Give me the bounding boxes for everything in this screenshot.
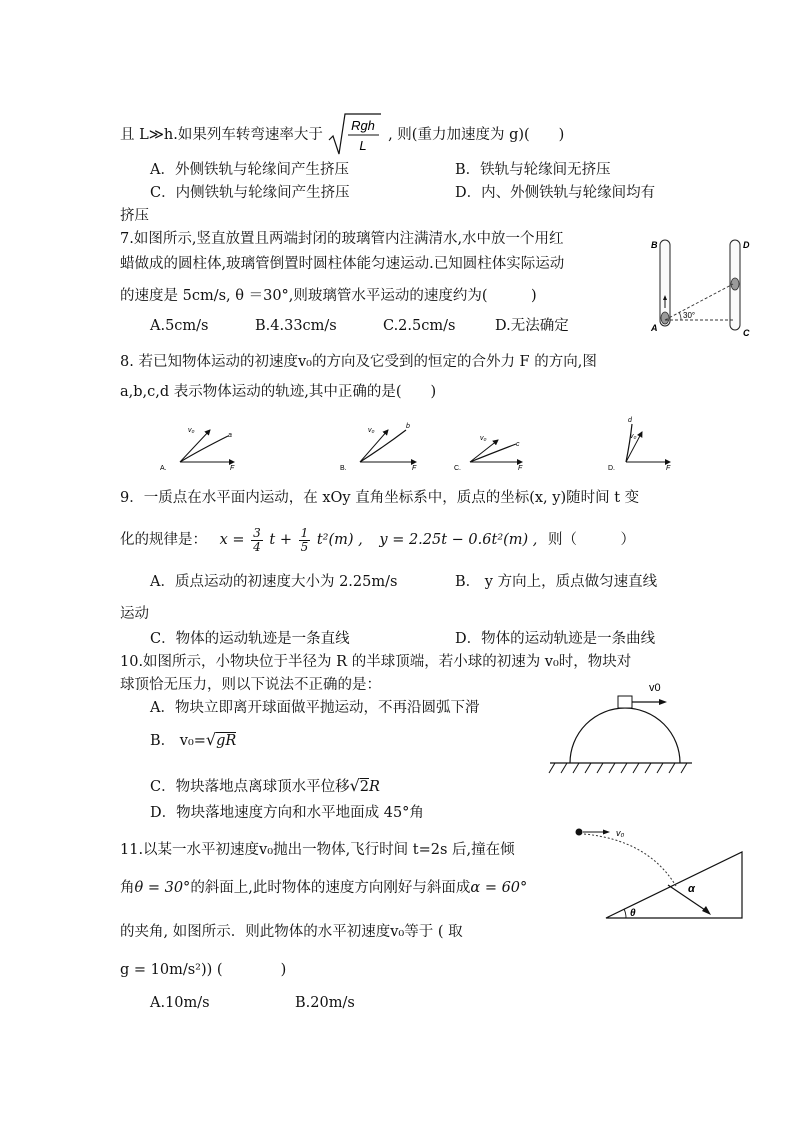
velocity-arrow-icon bbox=[470, 440, 498, 462]
q9-option-d: D．物体的运动轨迹是一条曲线 bbox=[455, 631, 656, 647]
q11-alpha-eq: α = 60° bbox=[470, 880, 528, 896]
q8-figure-b-curve-label: b bbox=[406, 423, 410, 430]
q11-alpha-label: α bbox=[688, 883, 695, 895]
q7-label-a: A bbox=[651, 323, 658, 333]
trajectory-dashed-curve bbox=[584, 834, 676, 886]
q7-label-c: C bbox=[743, 328, 750, 338]
hemisphere-arc bbox=[570, 708, 680, 763]
q9-stem-line1: 9．一质点在水平面内运动，在 xOy 直角坐标系中，质点的坐标(x, y)随时间 t 变 bbox=[120, 490, 640, 506]
q11-option-b: B.20m/s bbox=[295, 995, 355, 1011]
q6-stem-part1: 且 L≫h.如果列车转弯速率大于 bbox=[120, 127, 323, 143]
q9-option-b: B． y 方向上，质点做匀速直线 bbox=[455, 574, 658, 590]
q11-stem-line4: g = 10m/s²)) ( ) bbox=[120, 962, 287, 978]
q9-stem-line2-prefix: 化的规律是： bbox=[120, 532, 207, 548]
q6-stem bbox=[120, 112, 564, 158]
q11-line2-mid: 的斜面上,此时物体的速度方向刚好与斜面成 bbox=[190, 880, 471, 896]
q9-option-b-continued: 运动 bbox=[120, 606, 149, 622]
q6-sqrt-expression bbox=[327, 112, 383, 158]
q9-stem-line2 bbox=[120, 525, 635, 555]
q8-figure-a-curve-label: a bbox=[228, 432, 232, 439]
q10-option-b-radicand: gR bbox=[216, 733, 237, 749]
incline-triangle bbox=[606, 852, 742, 918]
q9-eq-mid: t + bbox=[269, 532, 292, 548]
q11-theta-eq: θ = 30° bbox=[134, 880, 191, 896]
q9-frac2-num: 1 bbox=[300, 525, 309, 540]
q7-option-d: D.无法确定 bbox=[495, 318, 569, 334]
q7-stem-line3: 的速度是 5cm/s, θ ＝30°,则玻璃管水平运动的速度约为( ) bbox=[120, 288, 537, 304]
q9-stem-line2-suffix: 则（ ） bbox=[548, 532, 636, 548]
q7-label-b: B bbox=[651, 240, 658, 250]
angle-arc-icon bbox=[679, 312, 681, 320]
q8-trajectory-figures bbox=[150, 412, 690, 476]
block bbox=[618, 696, 632, 708]
q10-option-d: D．物块落地速度方向和水平地面成 45°角 bbox=[150, 805, 424, 821]
q8-figure-b bbox=[340, 423, 417, 472]
q11-incline-figure bbox=[568, 822, 748, 922]
velocity-arrow-icon bbox=[180, 430, 210, 462]
projectile-ball bbox=[576, 829, 583, 836]
trajectory-curve bbox=[180, 436, 228, 462]
q7-label-d: D bbox=[743, 240, 750, 250]
q9-option-c: C．物体的运动轨迹是一条直线 bbox=[150, 631, 350, 647]
q6-option-a: A．外侧铁轨与轮缘间产生挤压 bbox=[150, 162, 349, 178]
q10-v0-label: v0 bbox=[649, 682, 661, 694]
q7-glass-tube-figure bbox=[645, 232, 765, 344]
q8-figure-c-v0-label: v₀ bbox=[480, 435, 487, 442]
impact-arrowhead-icon bbox=[702, 906, 711, 915]
q7-stem-line2: 蜡做成的圆柱体,玻璃管倒置时圆柱体能匀速运动.已知圆柱体实际运动 bbox=[120, 256, 565, 272]
trajectory-curve bbox=[470, 444, 516, 462]
q7-option-c: C.2.5cm/s bbox=[383, 318, 456, 334]
q11-stem-line3: 的夹角, 如图所示．则此物体的水平初速度v₀等于 ( 取 bbox=[120, 924, 463, 940]
q6-sqrt-numerator: Rgh bbox=[351, 118, 376, 133]
q9-frac1-den: 4 bbox=[253, 539, 261, 554]
q8-figure-d-curve-label: d bbox=[628, 417, 632, 424]
q10-option-c-suffix: R bbox=[369, 779, 380, 795]
q8-figure-c-label: C. bbox=[454, 465, 461, 472]
q10-option-b bbox=[150, 730, 236, 750]
q11-stem-line1: 11.以某一水平初速度v₀抛出一物体,飞行时间 t=2s 后,撞在倾 bbox=[120, 842, 515, 858]
q11-theta-label: θ bbox=[630, 908, 636, 919]
q8-stem-line1: 8. 若已知物体运动的初速度v₀的方向及它受到的恒定的合外力 F 的方向,图 bbox=[120, 354, 597, 370]
left-capsule bbox=[661, 312, 669, 324]
q8-figure-c-f-label: F bbox=[518, 465, 523, 472]
q6-sqrt-denominator: L bbox=[359, 138, 368, 153]
q8-figure-d bbox=[608, 417, 671, 472]
q6-stem-part2: , 则(重力加速度为 g)( ) bbox=[388, 127, 565, 143]
q8-figure-b-v0-label: v₀ bbox=[368, 427, 375, 434]
q8-figure-d-label: D. bbox=[608, 465, 615, 472]
q8-figure-b-label: B. bbox=[340, 465, 347, 472]
q10-stem-line2: 球顶恰无压力，则以下说法不正确的是： bbox=[120, 677, 381, 693]
q8-figure-d-v0-label: v₀ bbox=[630, 433, 637, 440]
q7-option-b: B.4.33cm/s bbox=[255, 318, 337, 334]
q10-option-a: A．物块立即离开球面做平抛运动，不再沿圆弧下滑 bbox=[150, 700, 480, 716]
q10-option-c-radicand: 2 bbox=[359, 779, 370, 795]
q11-stem-line2 bbox=[120, 880, 527, 897]
sqrt-sign-icon: √ bbox=[349, 776, 360, 795]
q9-frac1-num: 3 bbox=[253, 525, 261, 540]
trajectory-curve bbox=[360, 430, 406, 462]
q11-line2-prefix: 角 bbox=[120, 880, 135, 896]
q9-eq-x-post: t²(m) , bbox=[316, 532, 363, 548]
q6-option-d: D．内、外侧铁轨与轮缘间均有 bbox=[455, 185, 656, 201]
q10-option-b-prefix: B． v₀= bbox=[150, 733, 206, 749]
q8-stem-line2: a,b,c,d 表示物体运动的轨迹,其中正确的是( ) bbox=[120, 384, 437, 400]
q8-figure-a-label: A. bbox=[160, 465, 167, 472]
ground-hatch bbox=[549, 763, 687, 773]
q9-fraction-one-fifth bbox=[299, 527, 311, 553]
q8-figure-a-v0-label: v₀ bbox=[188, 427, 195, 434]
q9-option-a: A．质点运动的初速度大小为 2.25m/s bbox=[150, 574, 398, 590]
q8-figure-a-f-label: F bbox=[230, 465, 235, 472]
q10-option-c bbox=[150, 776, 380, 796]
q9-eq-y: y = 2.25t − 0.6t²(m) , bbox=[379, 532, 538, 548]
q9-eq-x-prefix: x = bbox=[219, 532, 245, 548]
sqrt-sign-icon: √ bbox=[205, 730, 217, 749]
q6-option-d-continued: 挤压 bbox=[120, 208, 149, 224]
q11-option-a: A.10m/s bbox=[150, 995, 210, 1011]
q6-option-c: C．内侧铁轨与轮缘间产生挤压 bbox=[150, 185, 350, 201]
q8-figure-c bbox=[454, 435, 523, 472]
q8-figure-c-curve-label: c bbox=[516, 441, 520, 448]
q8-figure-b-f-label: F bbox=[412, 465, 417, 472]
sqrt-sign-icon bbox=[327, 112, 383, 158]
velocity-arrowhead-icon bbox=[659, 699, 667, 705]
q8-figure-a bbox=[160, 427, 235, 472]
q8-figure-d-f-label: F bbox=[666, 465, 671, 472]
q10-hemisphere-figure bbox=[545, 675, 695, 785]
q10-option-c-prefix: C．物块落地点离球顶水平位移 bbox=[150, 779, 350, 795]
q11-v0-label: v₀ bbox=[616, 828, 625, 838]
q7-stem-line1: 7.如图所示,竖直放置且两端封闭的玻璃管内注满清水,水中放一个用红 bbox=[120, 231, 564, 247]
q7-angle-label: 30° bbox=[683, 311, 696, 320]
q7-option-a: A.5cm/s bbox=[150, 318, 209, 334]
diagonal-dashed-line bbox=[665, 284, 733, 320]
theta-angle-arc-icon bbox=[624, 909, 626, 918]
q10-stem-line1: 10.如图所示，小物块位于半径为 R 的半球顶端，若小球的初速为 v₀时，物块对 bbox=[120, 654, 632, 670]
velocity-arrowhead-icon bbox=[603, 830, 610, 835]
q6-option-b: B．铁轨与轮缘间无挤压 bbox=[455, 162, 611, 178]
q9-fraction-three-quarters bbox=[251, 527, 263, 553]
q9-frac2-den: 5 bbox=[300, 539, 309, 554]
